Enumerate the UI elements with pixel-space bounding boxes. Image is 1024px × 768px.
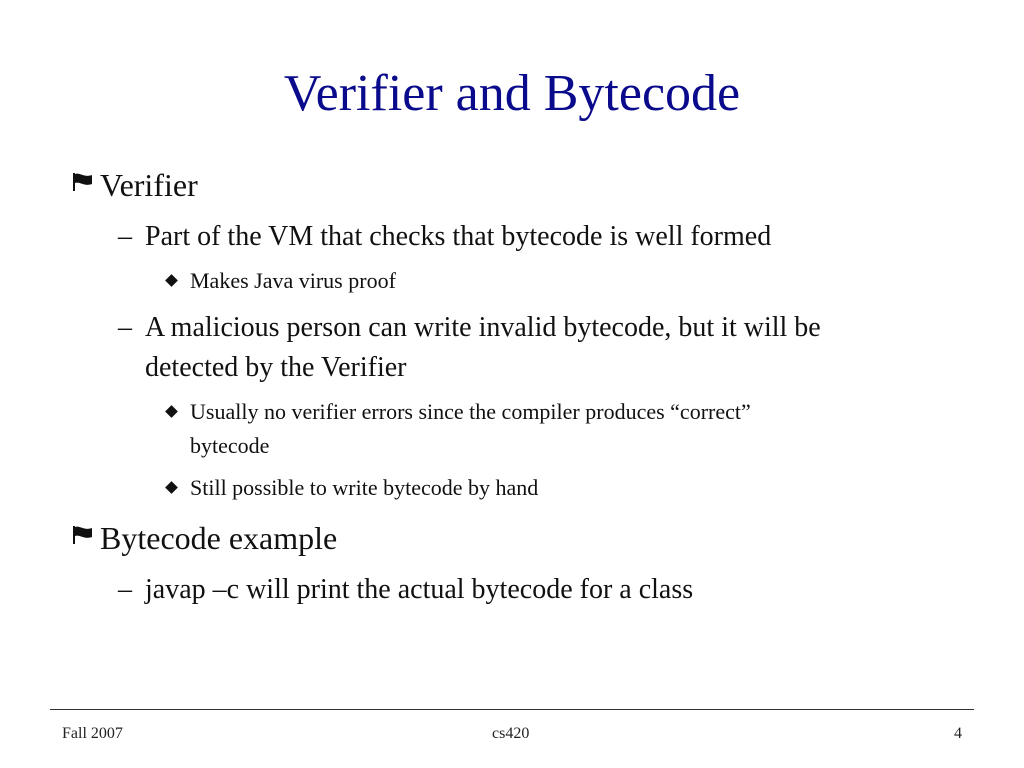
footer-page-number: 4: [954, 725, 962, 742]
subsub-bullet-text: Makes Java virus proof: [190, 268, 396, 293]
bullet-text: Bytecode example: [100, 520, 338, 556]
footer-divider: [50, 709, 974, 710]
diamond-icon: [165, 405, 178, 418]
dash-icon: –: [118, 221, 132, 252]
sub-bullet-text: javap –c will print the actual bytecode for a class: [145, 574, 694, 605]
slide-title: Verifier and Bytecode: [283, 65, 741, 122]
subsub-bullet-text: Still possible to write bytecode by hand: [190, 475, 539, 500]
subsub-bullet-text-line1: Usually no verifier errors since the compiler produces “correct”: [190, 399, 751, 424]
footer-center: cs420: [492, 725, 530, 742]
subsub-bullet-text-line2: bytecode: [190, 433, 270, 458]
flag-icon: [72, 172, 94, 192]
bullet-text: Verifier: [100, 167, 198, 203]
dash-icon: –: [118, 312, 132, 343]
footer-left: Fall 2007: [62, 725, 123, 742]
sub-bullet-text-line2: detected by the Verifier: [145, 352, 407, 383]
sub-bullet-text: Part of the VM that checks that bytecode is well formed: [145, 221, 772, 252]
dash-icon: –: [118, 574, 132, 605]
diamond-icon: [165, 481, 178, 494]
flag-icon: [72, 525, 94, 545]
diamond-icon: [165, 274, 178, 287]
sub-bullet-text-line1: A malicious person can write invalid bytecode, but it will be: [145, 312, 821, 343]
